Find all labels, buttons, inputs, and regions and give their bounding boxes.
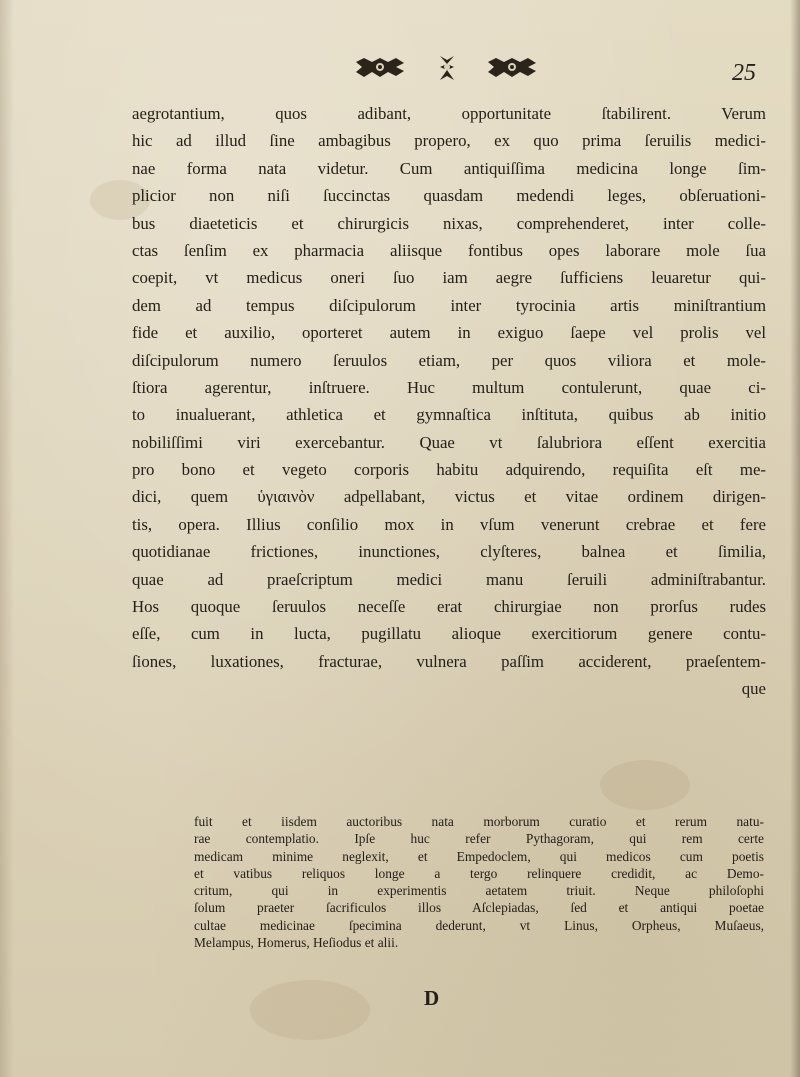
page-edge-shadow-left xyxy=(0,0,14,1077)
footnote-line: cultae medicinae ſpecimina dederunt, vt Linus, Orpheus, Muſaeus, xyxy=(194,917,764,933)
printers-ornament-icon xyxy=(352,54,542,84)
text-line: Hos quoque ſeruulos neceſſe erat chirurgiae non prorſus rudes xyxy=(132,597,766,617)
page-header xyxy=(0,50,800,90)
text-line: bus diaeteticis et chirurgicis nixas, comprehenderet, inter colle- xyxy=(132,213,766,233)
text-line: eſſe, cum in lucta, pugillatu alioque exercitiorum genere contu- xyxy=(132,624,766,644)
text-line: dici, quem ὑγιαινὸν adpellabant, victus et vitae ordinem dirigen- xyxy=(132,487,766,507)
text-line: diſcipulorum numero ſeruulos etiam, per quos viliora et mole- xyxy=(132,350,766,370)
footnote-line: fuit et iisdem auctoribus nata morborum curatio et rerum natu- xyxy=(194,814,764,829)
footnote-line: rae contemplatio. Ipſe huc refer Pythagoram, qui rem certe xyxy=(194,831,764,847)
paper-stain xyxy=(600,760,690,810)
footnote-line: critum, qui in experimentis aetatem triuit. Neque philoſophi xyxy=(194,883,764,899)
text-line: nae forma nata videtur. Cum antiquiſſima medicina longe ſim- xyxy=(132,158,766,178)
text-line: plicior non niſi ſuccinctas quasdam medendi leges, obſeruationi- xyxy=(132,186,766,206)
text-line: hic ad illud ſine ambagibus propero, ex quo prima ſeruilis medici- xyxy=(132,131,766,151)
text-line: dem ad tempus diſcipulorum inter tyrocinia artis miniſtrantium xyxy=(132,295,766,315)
main-text-block xyxy=(132,100,766,703)
text-line: ſiones, luxationes, fracturae, vulnera paſſim acciderent, praeſentem- xyxy=(132,651,766,671)
text-line: quae ad praeſcriptum medici manu ſeruili adminiſtrabantur. xyxy=(132,569,766,589)
text-line: aegrotantium, quos adibant, opportunitate ſtabilirent. Verum xyxy=(132,104,766,123)
paper-stain xyxy=(250,980,370,1040)
page-number: 25 xyxy=(732,60,756,86)
text-line: pro bono et vegeto corporis habitu adquirendo, requiſita eſt me- xyxy=(132,460,766,480)
page-edge-shadow-right xyxy=(790,0,800,1077)
footnote-line: ſolum praeter ſacrificulos illos Aſclepiadas, ſed et antiqui poetae xyxy=(194,900,764,916)
text-line: ctas ſenſim ex pharmacia aliisque fontibus opes laborare mole ſua xyxy=(132,240,766,260)
text-line: quotidianae frictiones, inunctiones, clyſteres, balnea et ſimilia, xyxy=(132,542,766,562)
catchword: que xyxy=(741,679,766,699)
signature-mark: D xyxy=(424,986,440,1010)
text-line: coepit, vt medicus oneri ſuo iam aegre ſufficiens leuaretur qui- xyxy=(132,268,766,288)
text-line: nobiliſſimi viri exercebantur. Quae vt ſalubriora eſſent exercitia xyxy=(132,432,766,452)
footnote-line: medicam minime neglexit, et Empedoclem, qui medicos cum poetis xyxy=(194,848,764,864)
text-line: tis, opera. Illius conſilio mox in vſum venerunt crebrae et fere xyxy=(132,514,766,534)
footnote-line: Melampus, Homerus, Heſiodus et alii. xyxy=(194,935,399,951)
text-line: ſtiora agerentur, inſtruere. Huc multum contulerunt, quae ci- xyxy=(132,377,766,397)
text-line: to inualuerant, athletica et gymnaſtica inſtituta, quibus ab initio xyxy=(132,405,766,425)
footnote-block xyxy=(194,813,764,951)
text-line: fide et auxilio, oporteret autem in exiguo ſaepe vel prolis vel xyxy=(132,323,766,343)
footnote-line: et vatibus reliquos longe a tergo relinquere credidit, ac Demo- xyxy=(194,865,764,881)
